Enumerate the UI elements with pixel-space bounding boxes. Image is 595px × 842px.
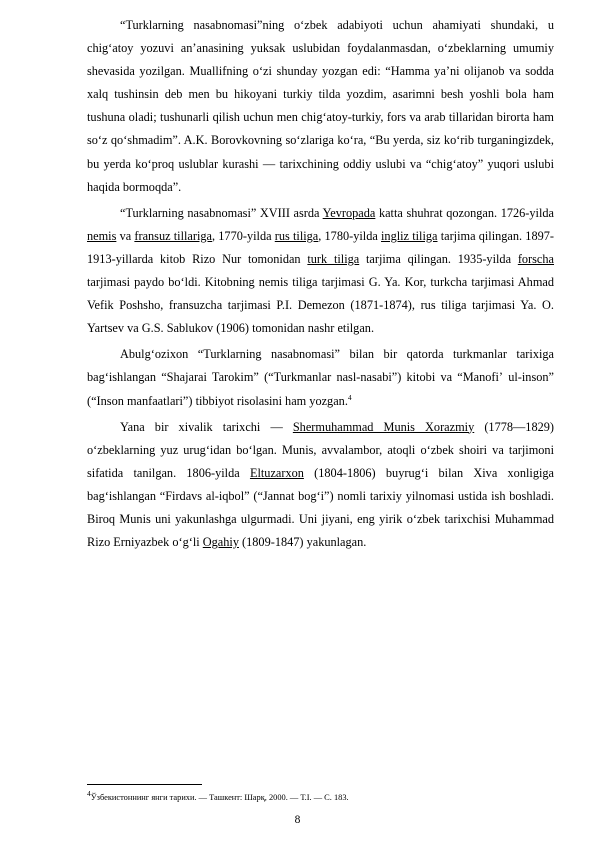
link-shermuhammad-munis[interactable]: Shermuhammad Munis Xorazmiy: [292, 419, 475, 434]
link-turk-tiliga[interactable]: turk tiliga: [307, 251, 360, 266]
paragraph-2: “Turklarning nasabnomasi” XVIII asrda Yevropada katta shuhrat qozongan. 1726-yilda nemis va fransuz tillariga, 1770-yilda rus tiliga, 1780-yilda ingliz tiliga tarjima qilingan. 1897-1913-yillarda kitob Rizo Nur tomonidan turk tiliga tarjima qilingan. 1935-yilda forscha tarjimasi paydo boʻldi. Kitobning nemis tiliga tarjimasi G. Ya. Kor, turkcha tarjimasi Ahmad Vefik Poshsho, fransuzcha tarjimasi P.I. Demezon (1871-1874), rus tiliga tarjimasi Ya. O. Yartsev va G.S. Sablukov (1906) tomonidan nashr etilgan.: [87, 205, 555, 336]
footnote: [87, 789, 554, 803]
link-rus-tiliga[interactable]: rus tiliga: [274, 228, 319, 243]
link-ogahiy[interactable]: Ogahiy: [202, 535, 239, 550]
paragraph-3: Abulgʻozixon “Turklarning nasabnomasi” bilan bir qatorda turkmanlar tarixiga bagʻishlangan “Shajarai Tarokim” (“Turkmanlar nasl-nasabi”) kitobi va “Manofiʼ ul-inson” (“Inson manfaatlari”) tibbiyot risolasini ham yozgan.$^4$: [87, 347, 554, 408]
link-forscha[interactable]: forscha: [517, 251, 555, 266]
link-eltuzarxon[interactable]: Eltuzarxon: [249, 465, 304, 480]
link-nemis[interactable]: nemis: [87, 228, 117, 243]
document-body: [87, 14, 554, 557]
link-yevropada[interactable]: Yevropada: [322, 205, 376, 220]
page-number: 8: [294, 814, 301, 826]
link-fransuz-tillariga[interactable]: fransuz tillariga: [134, 228, 213, 243]
link-ingliz-tiliga[interactable]: ingliz tiliga: [381, 228, 438, 243]
paragraph-4: Yana bir xivalik tarixchi — Shermuhammad Munis Xorazmiy (1778—1829) oʻzbeklarning yuz urugʻidan boʻlgan. Munis, avvalambor, atoqli oʻzbek shoiri va tarjimoni sifatida tanilgan. 1806-yilda Eltuzarxon (1804-1806) buyrugʻi bilan Xiva xonligiga bagʻishlangan “Firdavs al-iqbol” (“Jannat bogʻi”) nomli tarixiy yilnomasi ustida ish boshladi. Biroq Munis uni yakunlashga ulgurmadi. Uni jiyani, eng yirik oʻzbek tarixchisi Muhammad Rizo Erniyazbek oʻgʻli Ogahiy (1809-1847) yakunlagan.: [87, 419, 554, 550]
footnote-reference[interactable]: 4: [347, 392, 352, 402]
footnote-text: Ўзбекистоннинг янги тарихи. — Ташкент: Шарқ, 2000. — Т.I. — С. 183.: [90, 793, 349, 802]
footnote-separator: [87, 784, 202, 785]
footnote-number: 4: [87, 789, 91, 799]
paragraph-1: “Turklarning nasabnomasi”ning oʻzbek adabiyoti uchun ahamiyati shundaki, u chigʻatoy yozuvi anʼanasining yuksak uslubidan foydalanmasdan, oʻzbeklarning umumiy shevasida yozilgan. Muallifning oʻzi shunday yozgan edi: “Hamma yaʼni olijanob va sodda xalq tushinsin deb men bu hikoyani turkiy tilda yozdim, asarimni besh yoshli bola ham tushuna oladi; tushunarli qilish uchun men chigʻatoy-turkiy, fors va arab tillaridan birorta ham soʻz qoʻshmadim”. A.K. Borovkovning soʻzlariga koʻra, “Bu yerda, siz koʻrib turganingizdek, bu yerda koʻproq uslublar kurashi — tarixchining oddiy uslubi va “chigʻatoy” yuqori uslubi haqida bormoqda”.: [87, 18, 554, 194]
